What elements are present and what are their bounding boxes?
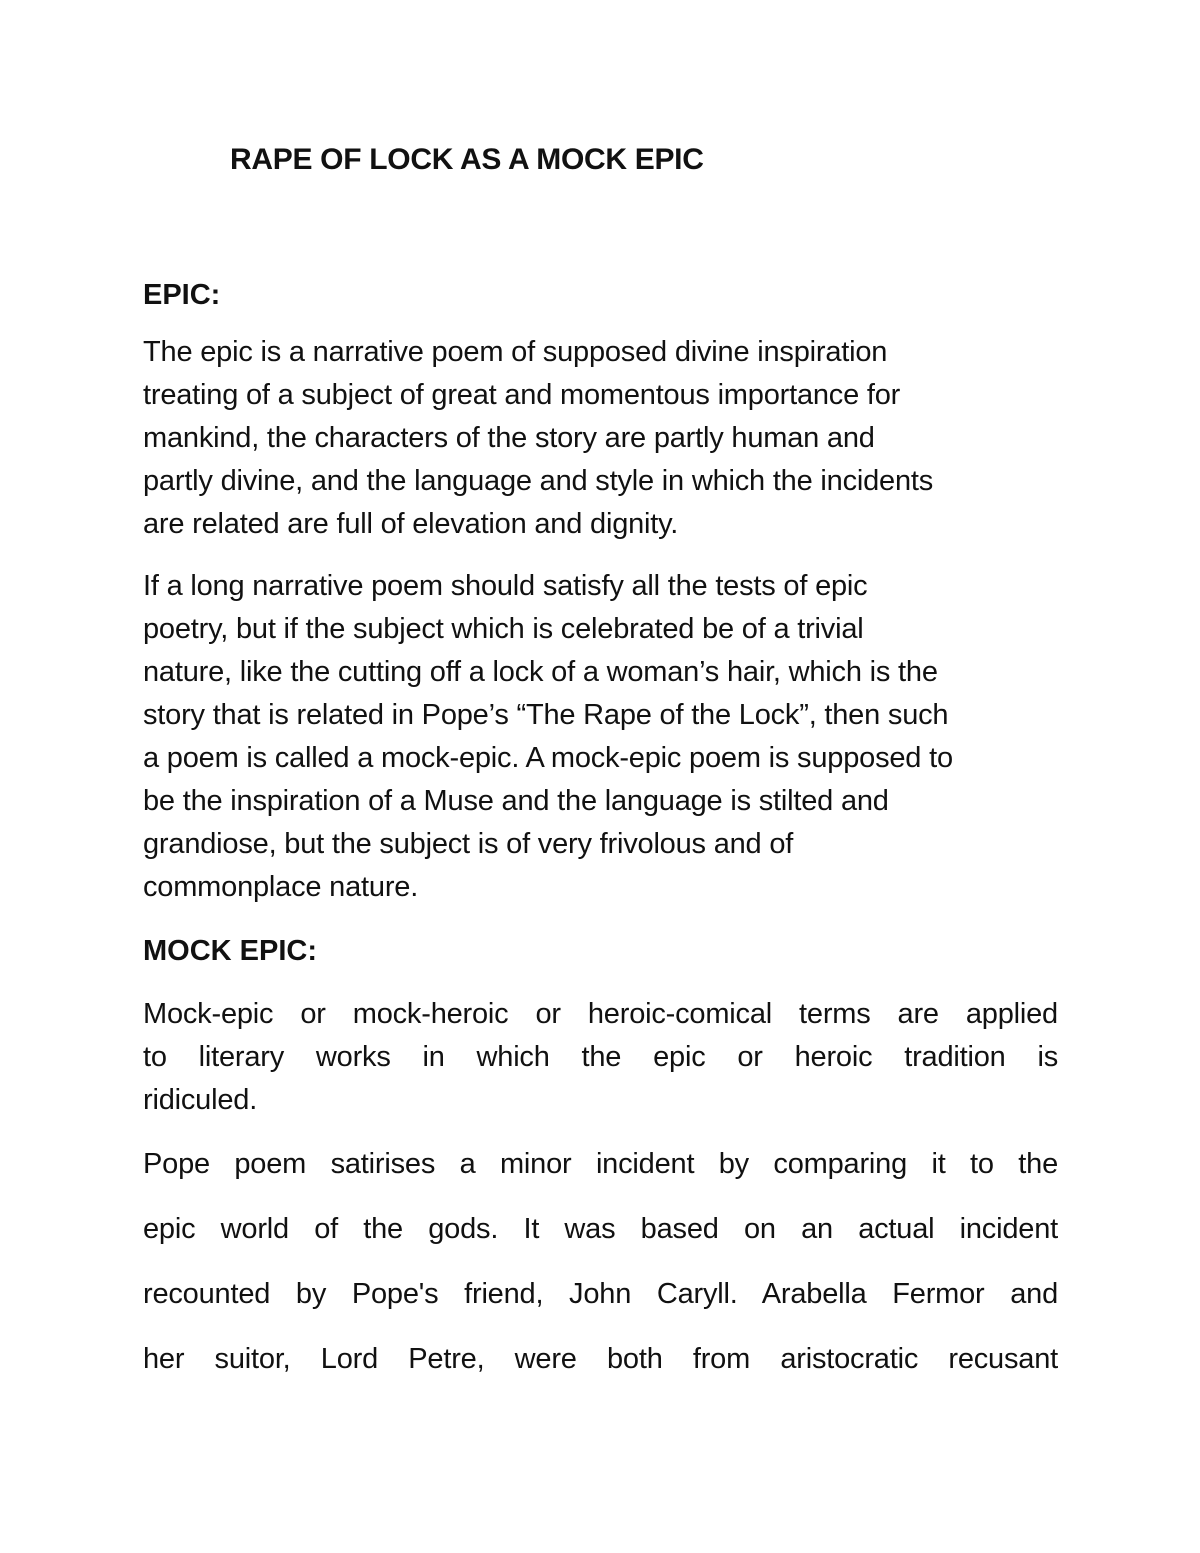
paragraph-line: mankind, the characters of the story are partly human and [143, 422, 875, 454]
paragraph-line: ridiculed. [143, 1084, 258, 1116]
paragraph-line: Pope poem satirises a minor incident by comparing it to the [143, 1148, 1058, 1180]
document-title: RAPE OF LOCK AS A MOCK EPIC [230, 143, 704, 176]
epic-paragraph-1 [143, 331, 1058, 546]
paragraph-line: her suitor, Lord Petre, were both from aristocratic recusant [143, 1343, 1058, 1375]
paragraph-line: The epic is a narrative poem of supposed divine inspiration [143, 336, 888, 368]
paragraph-line: recounted by Pope's friend, John Caryll. Arabella Fermor and [143, 1278, 1058, 1310]
epic-paragraph-2 [143, 565, 1058, 909]
paragraph-line: Mock-epic or mock-heroic or heroic-comical terms are applied [143, 998, 1058, 1030]
paragraph-line: grandiose, but the subject is of very frivolous and of [143, 828, 794, 860]
paragraph-line: are related are full of elevation and dignity. [143, 508, 679, 540]
paragraph-line: story that is related in Pope’s “The Rape of the Lock”, then such [143, 699, 949, 731]
mock-epic-paragraph-2 [143, 1143, 1058, 1403]
section-heading-epic: EPIC: [143, 279, 221, 311]
section-heading-mock-epic: MOCK EPIC: [143, 935, 317, 967]
paragraph-line: to literary works in which the epic or heroic tradition is [143, 1041, 1058, 1073]
mock-epic-paragraph-1 [143, 993, 1058, 1122]
paragraph-line: poetry, but if the subject which is celebrated be of a trivial [143, 613, 864, 645]
paragraph-line: nature, like the cutting off a lock of a woman’s hair, which is the [143, 656, 938, 688]
paragraph-line: partly divine, and the language and style in which the incidents [143, 465, 934, 497]
paragraph-line: a poem is called a mock-epic. A mock-epic poem is supposed to [143, 742, 953, 774]
paragraph-line: If a long narrative poem should satisfy all the tests of epic [143, 570, 868, 602]
paragraph-line: epic world of the gods. It was based on an actual incident [143, 1213, 1058, 1245]
paragraph-line: be the inspiration of a Muse and the language is stilted and [143, 785, 889, 817]
paragraph-line: commonplace nature. [143, 871, 419, 903]
paragraph-line: treating of a subject of great and momentous importance for [143, 379, 901, 411]
